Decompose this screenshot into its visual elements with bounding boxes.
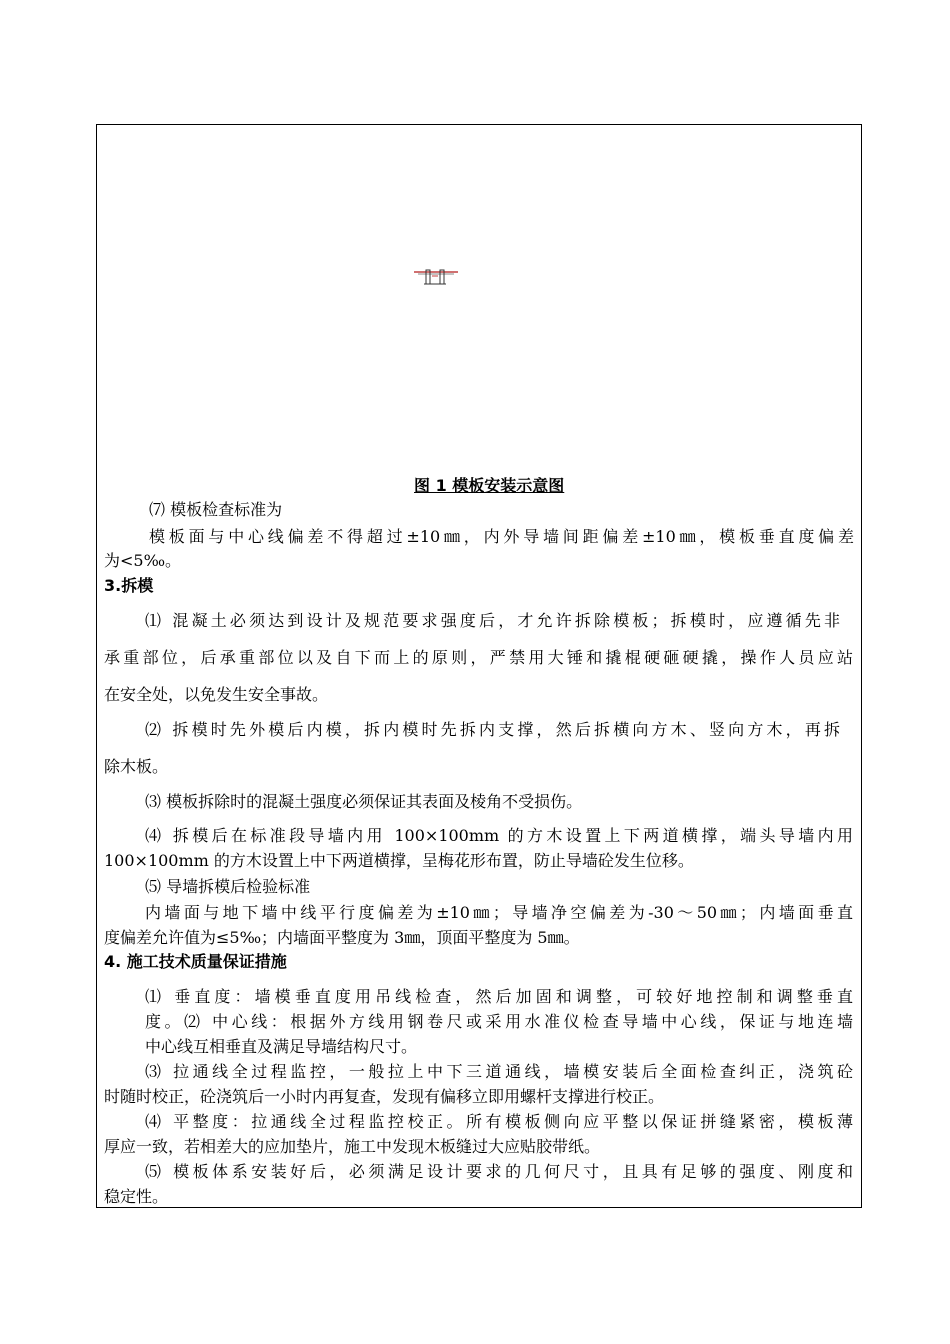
formwork-check-text: 为<5‰。 [104, 551, 182, 570]
paragraph: 时随时校正，砼浇筑后一小时内再复查，发现有偏移立即用螺杆支撑进行校正。 [104, 1087, 665, 1106]
paragraph: ⑸ 导墙拆模后检验标准 [145, 877, 311, 896]
paragraph: ⑴ 混凝土必须达到设计及规范要求强度后，才允许拆除模板；拆模时，应遵循先非 [145, 611, 840, 630]
paragraph: ⑵ 拆模时先外模后内模，拆内模时先拆内支撑，然后拆横向方木、竖向方木，再拆 [145, 720, 840, 739]
paragraph: 度偏差允许值为≤5‰；内墙面平整度为 3㎜，顶面平整度为 5㎜。 [104, 928, 580, 947]
paragraph: 承重部位，后承重部位以及自下而上的原则，严禁用大锤和撬棍硬砸硬撬，操作人员应站 [104, 648, 853, 667]
paragraph: ⑶ 拉通线全过程监控，一般拉上中下三道通线，墙模安装后全面检查纠正，浇筑砼 [145, 1062, 853, 1081]
paragraph: ⑶ 模板拆除时的混凝土强度必须保证其表面及棱角不受损伤。 [145, 792, 583, 811]
paragraph: ⑷ 平整度：拉通线全过程监控校正。所有模板侧向应平整以保证拼缝紧密，模板薄 [145, 1112, 853, 1131]
paragraph: 厚应一致，若相差大的应加垫片，施工中发现木板缝过大应贴胶带纸。 [104, 1137, 601, 1156]
paragraph: 在安全处，以免发生安全事故。 [104, 685, 329, 704]
formwork-diagram-thumbnail [412, 264, 460, 290]
paragraph: 除木板。 [104, 757, 169, 776]
figure-caption: 图 1 模板安装示意图 [414, 476, 565, 495]
section-4-heading: 4. 施工技术质量保证措施 [104, 952, 287, 971]
paragraph: 100×100mm 的方木设置上中下两道横撑，呈梅花形布置，防止导墙砼发生位移。 [104, 851, 694, 870]
paragraph: 内墙面与地下墙中线平行度偏差为±10㎜；导墙净空偏差为-30～50㎜；内墙面垂直 [145, 903, 853, 922]
paragraph: ⑸ 模板体系安装好后，必须满足设计要求的几何尺寸，且具有足够的强度、刚度和 [145, 1162, 853, 1181]
formwork-check-text: 模板面与中心线偏差不得超过±10㎜，内外导墙间距偏差±10㎜，模板垂直度偏差 [149, 527, 854, 546]
paragraph: 稳定性。 [104, 1187, 169, 1206]
formwork-check-title: ⑺ 模板检查标准为 [149, 500, 283, 519]
paragraph: 中心线互相垂直及满足导墙结构尺寸。 [145, 1037, 418, 1056]
paragraph: ⑴ 垂直度：墙模垂直度用吊线检查，然后加固和调整，可较好地控制和调整垂直 [145, 987, 853, 1006]
paragraph: 度。⑵ 中心线：根据外方线用钢卷尺或采用水准仪检查导墙中心线，保证与地连墙 [145, 1012, 853, 1031]
paragraph: ⑷ 拆模后在标准段导墙内用 100×100mm 的方木设置上下两道横撑，端头导墙内用 [145, 826, 853, 845]
section-3-heading: 3.拆模 [104, 576, 154, 595]
